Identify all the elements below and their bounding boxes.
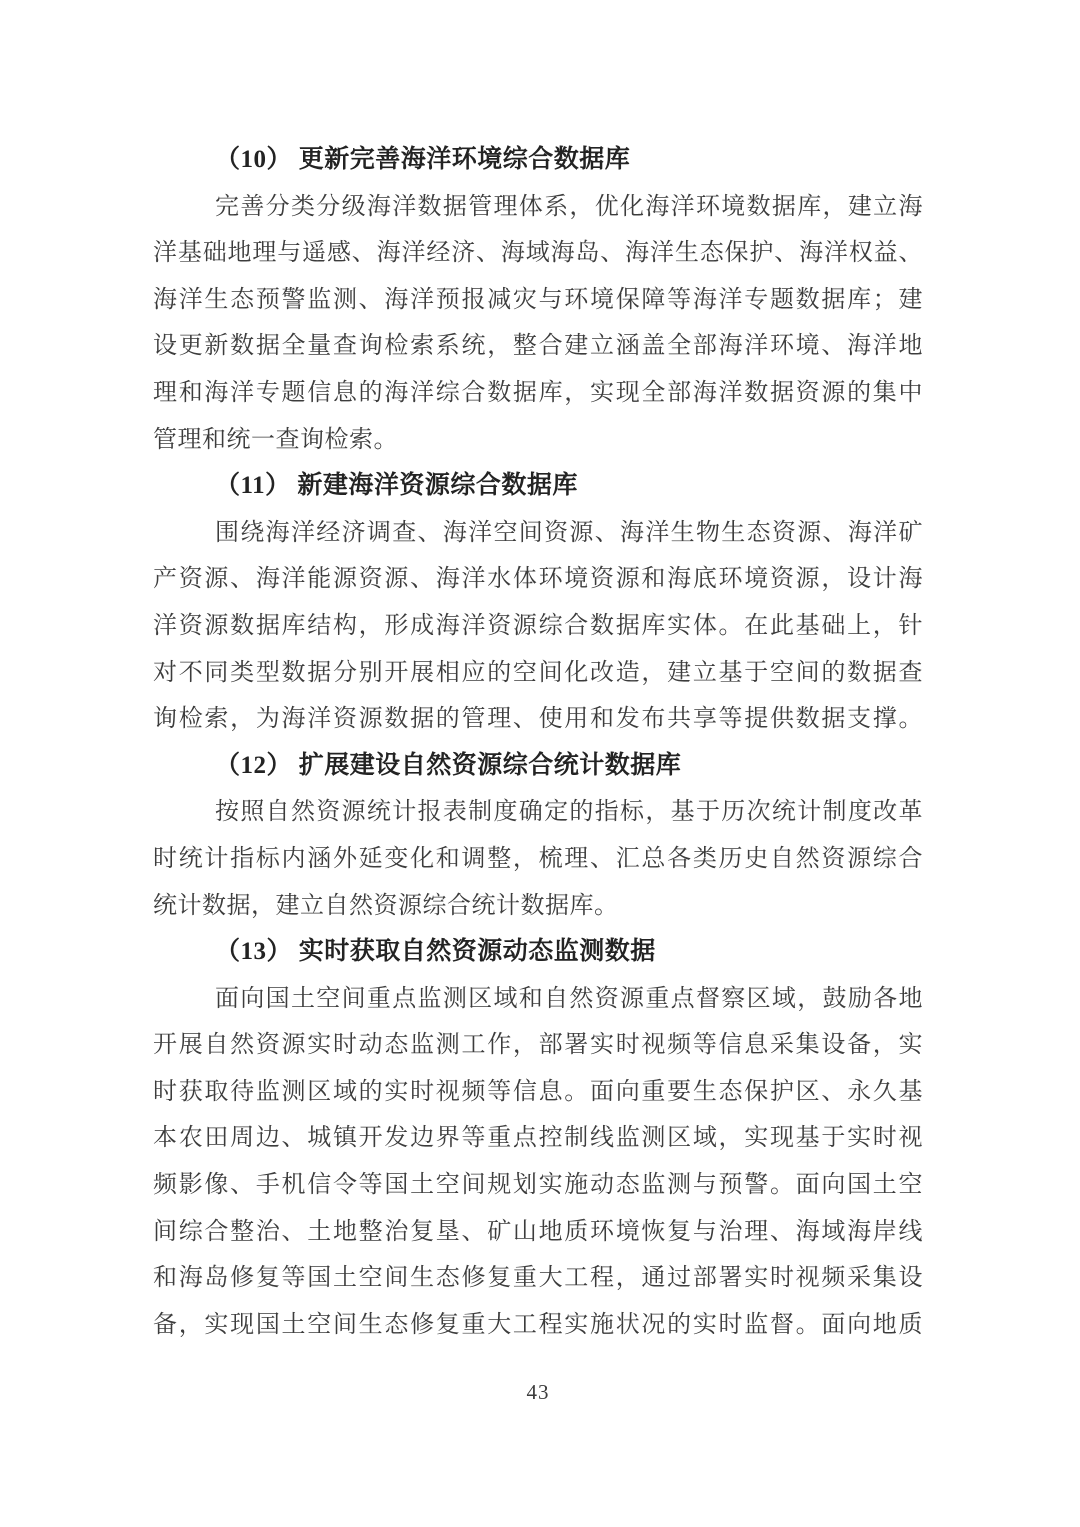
text-line: 围绕海洋经济调查、海洋空间资源、海洋生物生态资源、海洋矿: [215, 519, 923, 546]
text-line: 洋基础地理与遥感、海洋经济、海域海岛、海洋生态保护、海洋权益、: [153, 240, 923, 267]
section-heading-10: （10） 更新完善海洋环境综合数据库: [215, 146, 631, 173]
text-line: 频影像、手机信令等国土空间规划实施动态监测与预警。面向国土空: [153, 1172, 923, 1199]
text-line: 理和海洋专题信息的海洋综合数据库，实现全部海洋数据资源的集中: [153, 379, 923, 406]
text-line: 开展自然资源实时动态监测工作，部署实时视频等信息采集设备，实: [153, 1032, 923, 1059]
page-number: 43: [526, 1380, 550, 1405]
text-line: 管理和统一查询检索。: [153, 426, 398, 453]
text-line: 海洋生态预警监测、海洋预报减灾与环境保障等海洋专题数据库；建: [153, 286, 923, 313]
text-line: 询检索，为海洋资源数据的管理、使用和发布共享等提供数据支撑。: [153, 706, 923, 733]
section-heading-12: （12） 扩展建设自然资源综合统计数据库: [215, 751, 682, 779]
text-line: 完善分类分级海洋数据管理体系，优化海洋环境数据库，建立海: [215, 193, 923, 220]
text-line: 时获取待监测区域的实时视频等信息。面向重要生态保护区、永久基: [153, 1078, 923, 1105]
text-line: 对不同类型数据分别开展相应的空间化改造，建立基于空间的数据查: [153, 659, 923, 686]
section-heading-13: （13） 实时获取自然资源动态监测数据: [215, 938, 656, 966]
text-line: 间综合整治、土地整治复垦、矿山地质环境恢复与治理、海域海岸线: [153, 1218, 923, 1245]
section-heading-11: （11） 新建海洋资源综合数据库: [215, 472, 578, 500]
text-line: 设更新数据全量查询检索系统，整合建立涵盖全部海洋环境、海洋地: [153, 333, 923, 360]
text-line: 产资源、海洋能源资源、海洋水体环境资源和海底环境资源，设计海: [153, 566, 923, 593]
text-line: 和海岛修复等国土空间生态修复重大工程，通过部署实时视频采集设: [153, 1265, 923, 1292]
text-line: 洋资源数据库结构，形成海洋资源综合数据库实体。在此基础上，针: [153, 612, 923, 639]
text-line: 备，实现国土空间生态修复重大工程实施状况的实时监督。面向地质: [153, 1311, 923, 1338]
text-line: 时统计指标内涵外延变化和调整，梳理、汇总各类历史自然资源综合: [153, 845, 923, 872]
text-line: 统计数据，建立自然资源综合统计数据库。: [153, 892, 619, 919]
text-line: 按照自然资源统计报表制度确定的指标，基于历次统计制度改革: [215, 799, 923, 826]
text-line: 面向国土空间重点监测区域和自然资源重点督察区域，鼓励各地: [215, 985, 923, 1012]
text-line: 本农田周边、城镇开发边界等重点控制线监测区域，实现基于实时视: [153, 1125, 923, 1152]
